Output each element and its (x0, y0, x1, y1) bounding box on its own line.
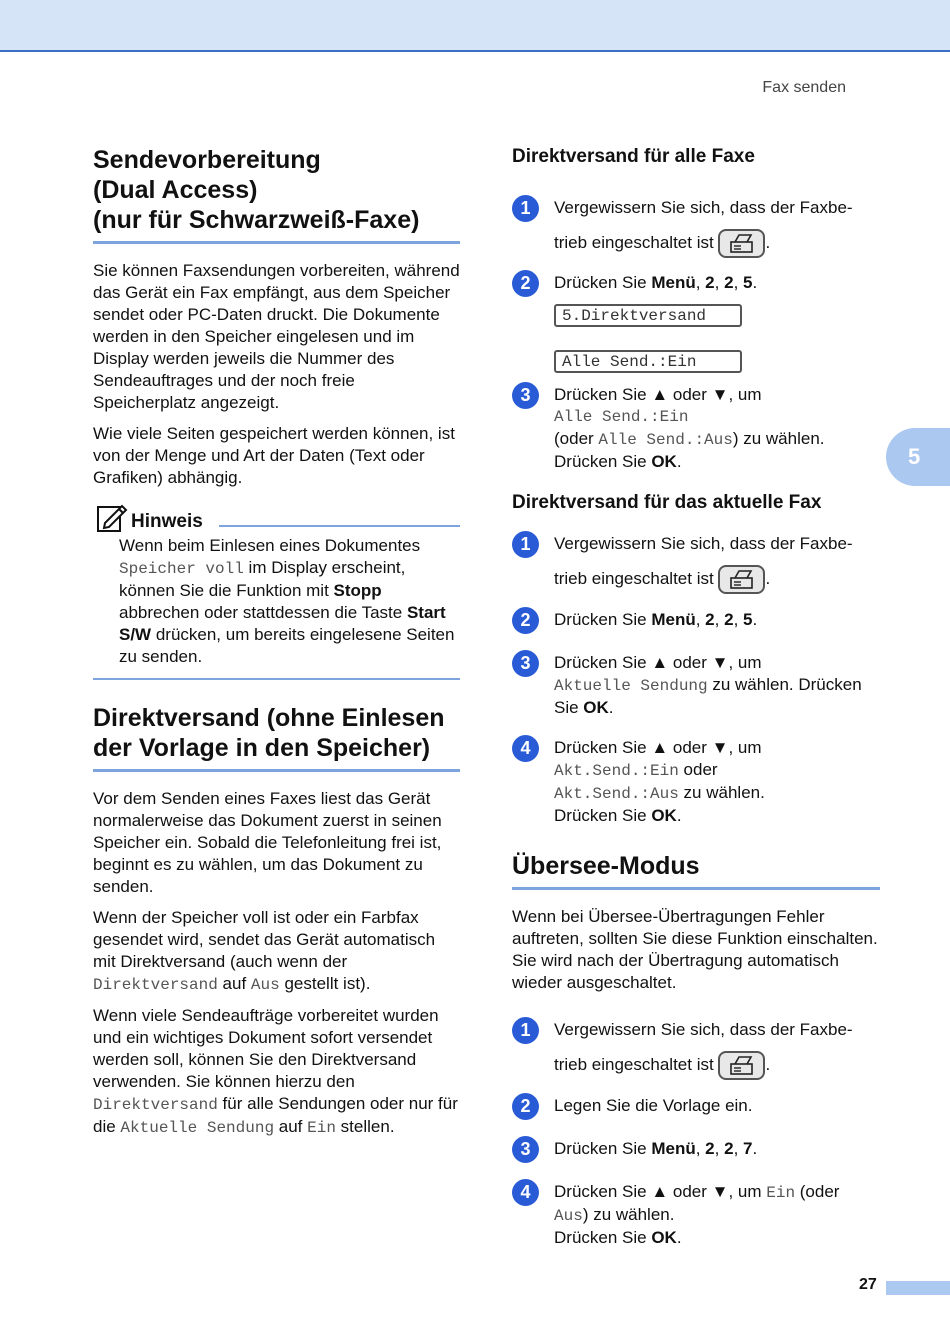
title-line: Direktversand (ohne Einlesen (93, 704, 445, 732)
header-band (0, 0, 950, 52)
step: 2 Legen Sie die Vorlage ein. (512, 1095, 880, 1120)
fax-key-icon (718, 229, 765, 258)
paragraph: Wenn bei Übersee-Übertragungen Fehler auftreten, sollten Sie diese Funktion einschalten. Sie wird nach der Übertragung automatisch wieder ausgeschaltet. (512, 907, 878, 992)
hint-text: Wenn beim Einlesen eines Dokumentes Speicher voll im Display erscheint, können Sie die Funktion mit Stopp abbrechen oder stattdessen die Taste Start S/W drücken, um bereits eingelesene Seiten zu senden. (119, 536, 455, 666)
step: 1 Vergewissern Sie sich, dass der Faxbe- trieb eingeschaltet ist . (512, 197, 880, 258)
lcd-text: Speicher voll (119, 560, 244, 578)
chapter-tab: 5 (886, 428, 950, 486)
subsection-title: Direktversand für alle Faxe (512, 146, 755, 167)
running-header: Fax senden (762, 79, 846, 96)
step: 2 Drücken Sie Menü, 2, 2, 5. (512, 609, 880, 634)
section-title-direktversand (93, 703, 460, 763)
lcd-display: Alle Send.:Ein (554, 350, 742, 373)
step-number-badge: 1 (512, 195, 539, 222)
step: 1 Vergewissern Sie sich, dass der Faxbe- trieb eingeschaltet ist . (512, 533, 880, 594)
hint-bottom-rule (93, 678, 460, 680)
step-number-badge: 3 (512, 650, 539, 677)
step: 1 Vergewissern Sie sich, dass der Faxbe- trieb eingeschaltet ist . (512, 1019, 880, 1080)
key-name: Stopp (333, 581, 382, 600)
paragraph: Vor dem Senden eines Faxes liest das Gerät normalerweise das Dokument zuerst in seinen Speicher ein. Sobald die Telefonleitung frei ist, beginnt es zu wählen, um das Dokument zu senden. (93, 789, 442, 896)
lcd-display: 5.Direktversand (554, 304, 742, 327)
key-name: Start S/W (119, 603, 446, 644)
hint-header (93, 503, 460, 533)
step-number-badge: 1 (512, 1017, 539, 1044)
title-rule (93, 769, 460, 772)
paragraph: Wenn der Speicher voll ist oder ein Farbfax gesendet wird, sendet das Gerät automatisch mit Direktversand (auch wenn der Direktversand auf Aus gestellt ist). (93, 908, 436, 994)
step-number-badge: 4 (512, 735, 539, 762)
paragraph: Wenn viele Sendeaufträge vorbereitet wurden und ein wichtiges Dokument sofort versendet werden soll, können Sie den Direktversand verwenden. Sie können hierzu den Direktversand für alle Sendungen oder nur für die Aktuelle Sendung auf Ein stellen. (93, 1006, 458, 1137)
hint-rule (219, 525, 460, 527)
subsection-title: Direktversand für das aktuelle Fax (512, 492, 822, 513)
title-line: (nur für Schwarzweiß-Faxe) (93, 206, 420, 234)
step-number-badge: 3 (512, 382, 539, 409)
step-number-badge: 3 (512, 1136, 539, 1163)
note-pencil-icon (96, 503, 128, 533)
section-title-uebersee: Übersee-Modus (512, 852, 700, 880)
fax-key-icon (718, 565, 765, 594)
title-line: Sendevorbereitung (93, 146, 321, 174)
step-number-badge: 2 (512, 607, 539, 634)
page-number: 27 (859, 1276, 877, 1293)
title-rule (512, 887, 880, 890)
step: 3 Drücken Sie ▲ oder ▼, um Aktuelle Sendung zu wählen. Drücken Sie OK. (512, 652, 880, 719)
step-number-badge: 4 (512, 1179, 539, 1206)
hint-title: Hinweis (131, 511, 203, 532)
title-line: (Dual Access) (93, 176, 258, 204)
step: 3 Drücken Sie ▲ oder ▼, um Alle Send.:Ein (oder Alle Send.:Aus) zu wählen. Drücken Sie OK. (512, 384, 880, 473)
step: 2 Drücken Sie Menü, 2, 2, 5. 5.Direktversand Alle Send.:Ein (512, 272, 880, 373)
step-number-badge: 2 (512, 270, 539, 297)
paragraph: Wie viele Seiten gespeichert werden können, ist von der Menge und Art der Daten (Text oder Grafiken) abhängig. (93, 424, 455, 487)
section-title-dual-access (93, 145, 460, 235)
step: 4 Drücken Sie ▲ oder ▼, um Akt.Send.:Ein oder Akt.Send.:Aus zu wählen. Drücken Sie OK. (512, 737, 880, 827)
right-column (512, 145, 880, 1249)
step: 4 Drücken Sie ▲ oder ▼, um Ein (oder Aus) zu wählen. Drücken Sie OK. (512, 1181, 880, 1249)
fax-key-icon (718, 1051, 765, 1080)
title-rule (93, 241, 460, 244)
step-number-badge: 2 (512, 1093, 539, 1120)
step: 3 Drücken Sie Menü, 2, 2, 7. (512, 1138, 880, 1163)
title-line: der Vorlage in den Speicher) (93, 734, 431, 762)
step-number-badge: 1 (512, 531, 539, 558)
paragraph: Sie können Faxsendungen vorbereiten, während das Gerät ein Fax empfängt, aus dem Speicher sendet oder PC-Daten druckt. Die Dokumente werden in den Speicher eingelesen und im Display werden jeweils die Nummer des Sendeauftrages und der noch freie Speicherplatz angezeigt. (93, 261, 460, 412)
page-tab-marker (886, 1281, 950, 1295)
left-column (93, 145, 460, 1139)
